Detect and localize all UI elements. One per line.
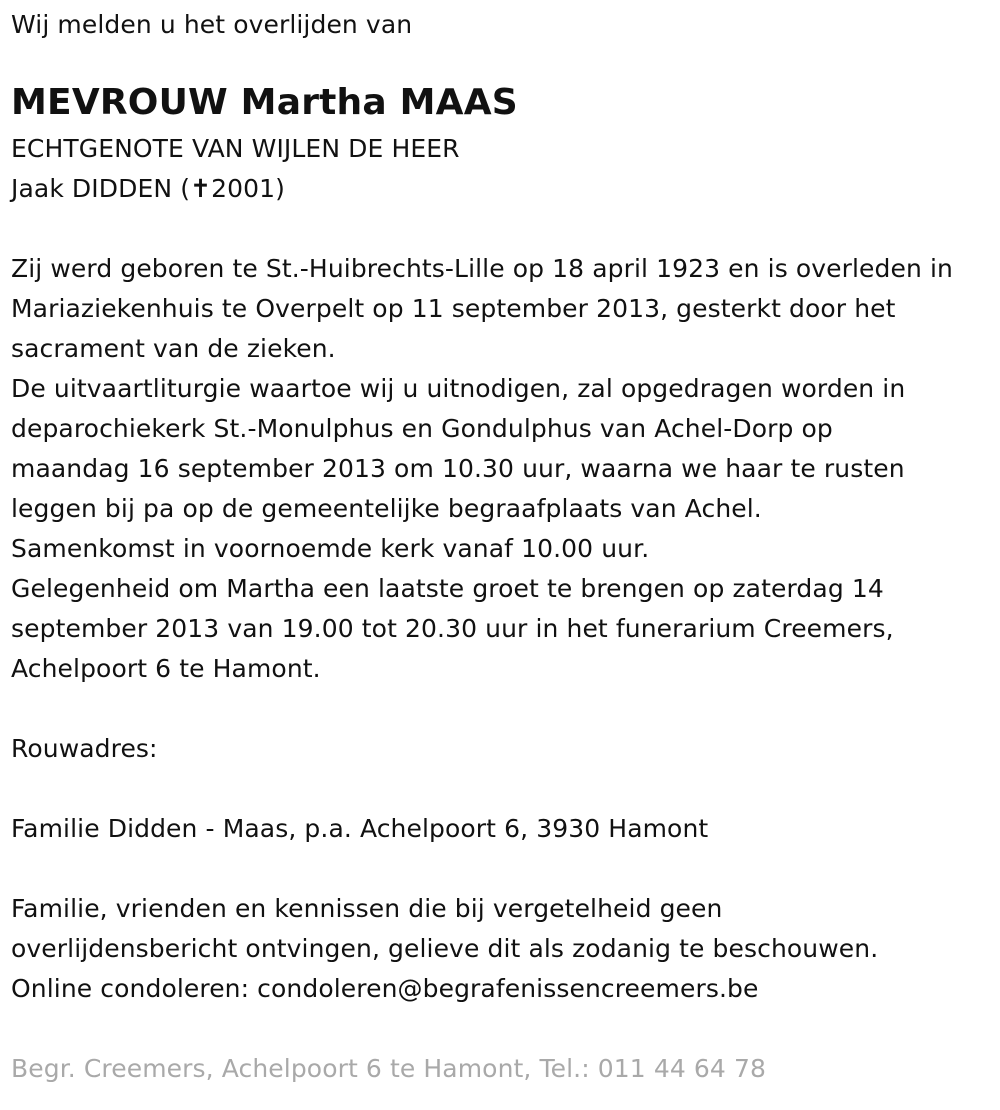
spacer xyxy=(11,209,996,249)
spouse-line-2 xyxy=(11,169,996,209)
body-line: De uitvaartliturgie waartoe wij u uitnodigen, zal opgedragen worden in xyxy=(11,374,906,403)
address-text: Familie Didden - Maas, p.a. Achelpoort 6, 3930 Hamont xyxy=(11,814,709,843)
address-label: Rouwadres: xyxy=(11,734,158,763)
funeral-home-footer: Begr. Creemers, Achelpoort 6 te Hamont, Tel.: 011 44 64 78 xyxy=(11,1054,766,1083)
intro-text: Wij melden u het overlijden van xyxy=(11,10,413,39)
body-line: leggen bij pa op de gemeentelijke begraafplaats van Achel. xyxy=(11,494,762,523)
cross-icon: ✝ xyxy=(190,174,212,203)
obituary-notice xyxy=(11,0,996,1089)
closing-line: Familie, vrienden en kennissen die bij vergetelheid geen xyxy=(11,894,723,923)
body-line: sacrament van de zieken. xyxy=(11,334,336,363)
spacer xyxy=(11,1009,996,1049)
body-text xyxy=(11,249,996,689)
body-line: deparochiekerk St.-Monulphus en Gondulphus van Achel-Dorp op xyxy=(11,414,833,443)
body-line: Achelpoort 6 te Hamont. xyxy=(11,654,321,683)
body-line: Mariaziekenhuis te Overpelt op 11 september 2013, gesterkt door het xyxy=(11,294,896,323)
spacer xyxy=(11,689,996,729)
spouse-line-1: ECHTGENOTE VAN WIJLEN DE HEER xyxy=(11,134,460,163)
body-line: Gelegenheid om Martha een laatste groet te brengen op zaterdag 14 xyxy=(11,574,884,603)
body-line: september 2013 van 19.00 tot 20.30 uur in het funerarium Creemers, xyxy=(11,614,894,643)
spouse-name: Jaak DIDDEN ( xyxy=(11,174,191,203)
spouse-death-year: 2001) xyxy=(211,174,286,203)
spacer xyxy=(11,849,996,889)
deceased-name: MEVROUW Martha MAAS xyxy=(11,82,518,123)
body-line: Zij werd geboren te St.-Huibrechts-Lille op 18 april 1923 en is overleden in xyxy=(11,254,953,283)
body-line: Samenkomst in voornoemde kerk vanaf 10.00 uur. xyxy=(11,534,650,563)
closing-line: overlijdensbericht ontvingen, gelieve dit als zodanig te beschouwen. xyxy=(11,934,879,963)
closing-text xyxy=(11,889,996,1009)
spacer xyxy=(11,769,996,809)
closing-line-email: Online condoleren: condoleren@begrafenissencreemers.be xyxy=(11,974,759,1003)
body-line: maandag 16 september 2013 om 10.30 uur, waarna we haar te rusten xyxy=(11,454,905,483)
